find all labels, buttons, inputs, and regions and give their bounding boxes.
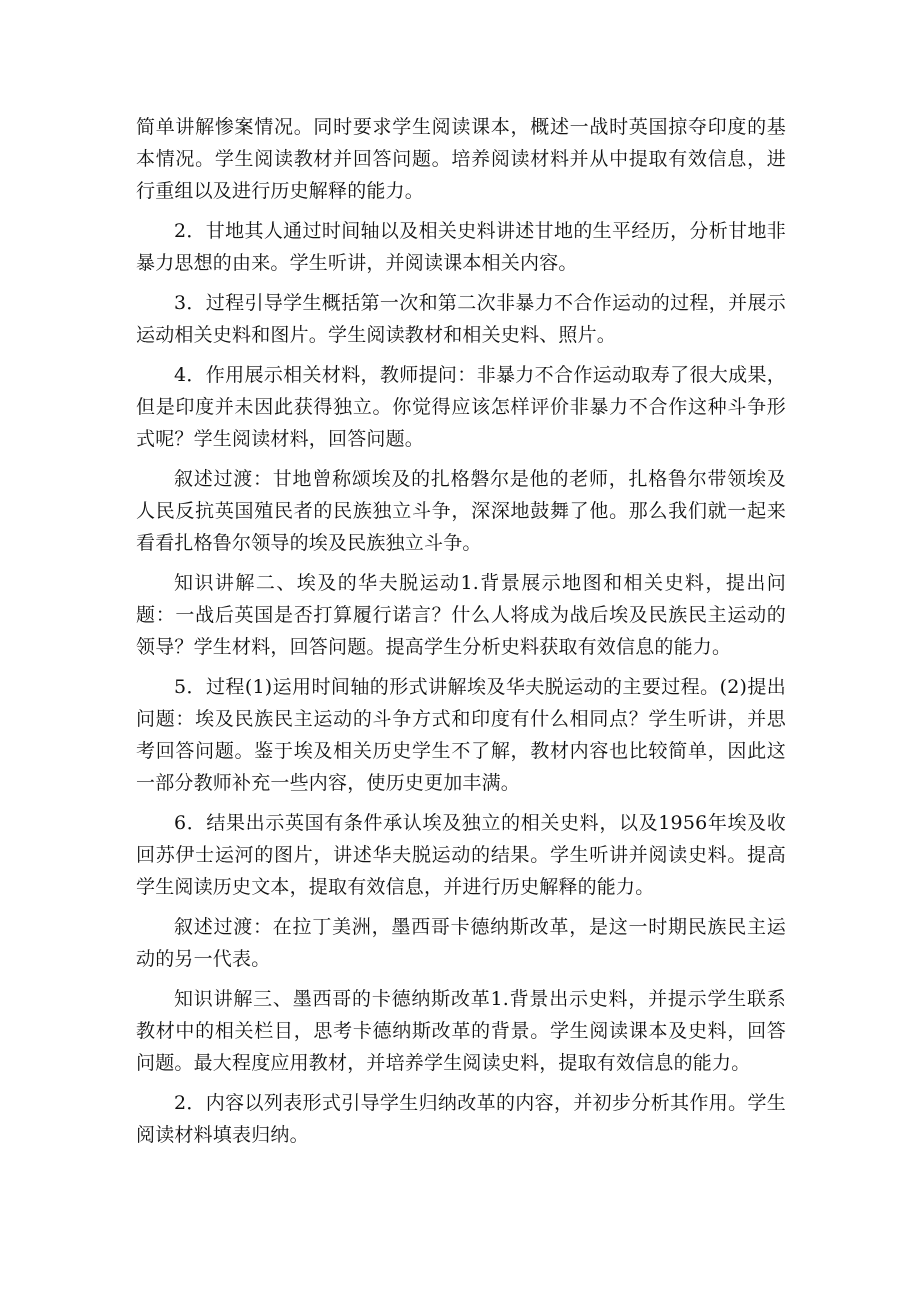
paragraph-wafd-background: 知识讲解二、埃及的华夫脱运动1.背景展示地图和相关史料，提出问题：一战后英国是否打算履行诺言？什么人将成为战后埃及民族民主运动的领导？学生材料，回答问题。提高学生分析史料获取有效信息的能力。: [136, 572, 786, 658]
document-body: [136, 111, 786, 1159]
paragraph-continuation: 简单讲解惨案情况。同时要求学生阅读课本，概述一战时英国掠夺印度的基本情况。学生阅读教材并回答问题。培养阅读材料并从中提取有效信息，进行重组以及进行历史解释的能力。: [136, 116, 786, 202]
paragraph-wafd-result: 6．结果出示英国有条件承认埃及独立的相关史料，以及1956年埃及收回苏伊士运河的图片，讲述华夫脱运动的结果。学生听讲并阅读史料。提高学生阅读历史文本，提取有效信息，并进行历史解释的能力。: [136, 812, 786, 898]
paragraph-noncooperation-effect: 4．作用展示相关材料，教师提问：非暴力不合作运动取寿了很大成果，但是印度并未因此获得独立。你觉得应该怎样评价非暴力不合作这种斗争形式呢？学生阅读材料，回答问题。: [136, 364, 786, 450]
paragraph-transition-mexico: 叙述过渡：在拉丁美洲，墨西哥卡德纳斯改革，是这一时期民族民主运动的另一代表。: [136, 916, 786, 970]
paragraph-transition-egypt: 叙述过渡：甘地曾称颂埃及的扎格磐尔是他的老师，扎格鲁尔带领埃及人民反抗英国殖民者的民族独立斗争，深深地鼓舞了他。那么我们就一起来看看扎格鲁尔领导的埃及民族独立斗争。: [136, 468, 786, 554]
paragraph-wafd-process: 5．过程(1)运用时间轴的形式讲解埃及华夫脱运动的主要过程。(2)提出问题：埃及民族民主运动的斗争方式和印度有什么相同点？学生听讲，并思考回答问题。鉴于埃及相关历史学生不了解，教材内容也比较简单，因此这一部分教师补充一些内容，使历史更加丰满。: [136, 676, 786, 794]
paragraph-cardenas-content: 2．内容以列表形式引导学生归纳改革的内容，并初步分析其作用。学生阅读材料填表归纳。: [136, 1092, 786, 1146]
paragraph-cardenas-background: 知识讲解三、墨西哥的卡德纳斯改革1.背景出示史料，并提示学生联系教材中的相关栏目，思考卡德纳斯改革的背景。学生阅读课本及史料，回答问题。最大程度应用教材，并培养学生阅读史料，提取有效信息的能力。: [136, 988, 786, 1074]
paragraph-noncooperation-process: 3．过程引导学生概括第一次和第二次非暴力不合作运动的过程，并展示运动相关史料和图片。学生阅读教材和相关史料、照片。: [136, 292, 786, 346]
paragraph-gandhi-biography: 2．甘地其人通过时间轴以及相关史料讲述甘地的生平经历，分析甘地非暴力思想的由来。学生听讲，并阅读课本相关内容。: [136, 220, 786, 274]
